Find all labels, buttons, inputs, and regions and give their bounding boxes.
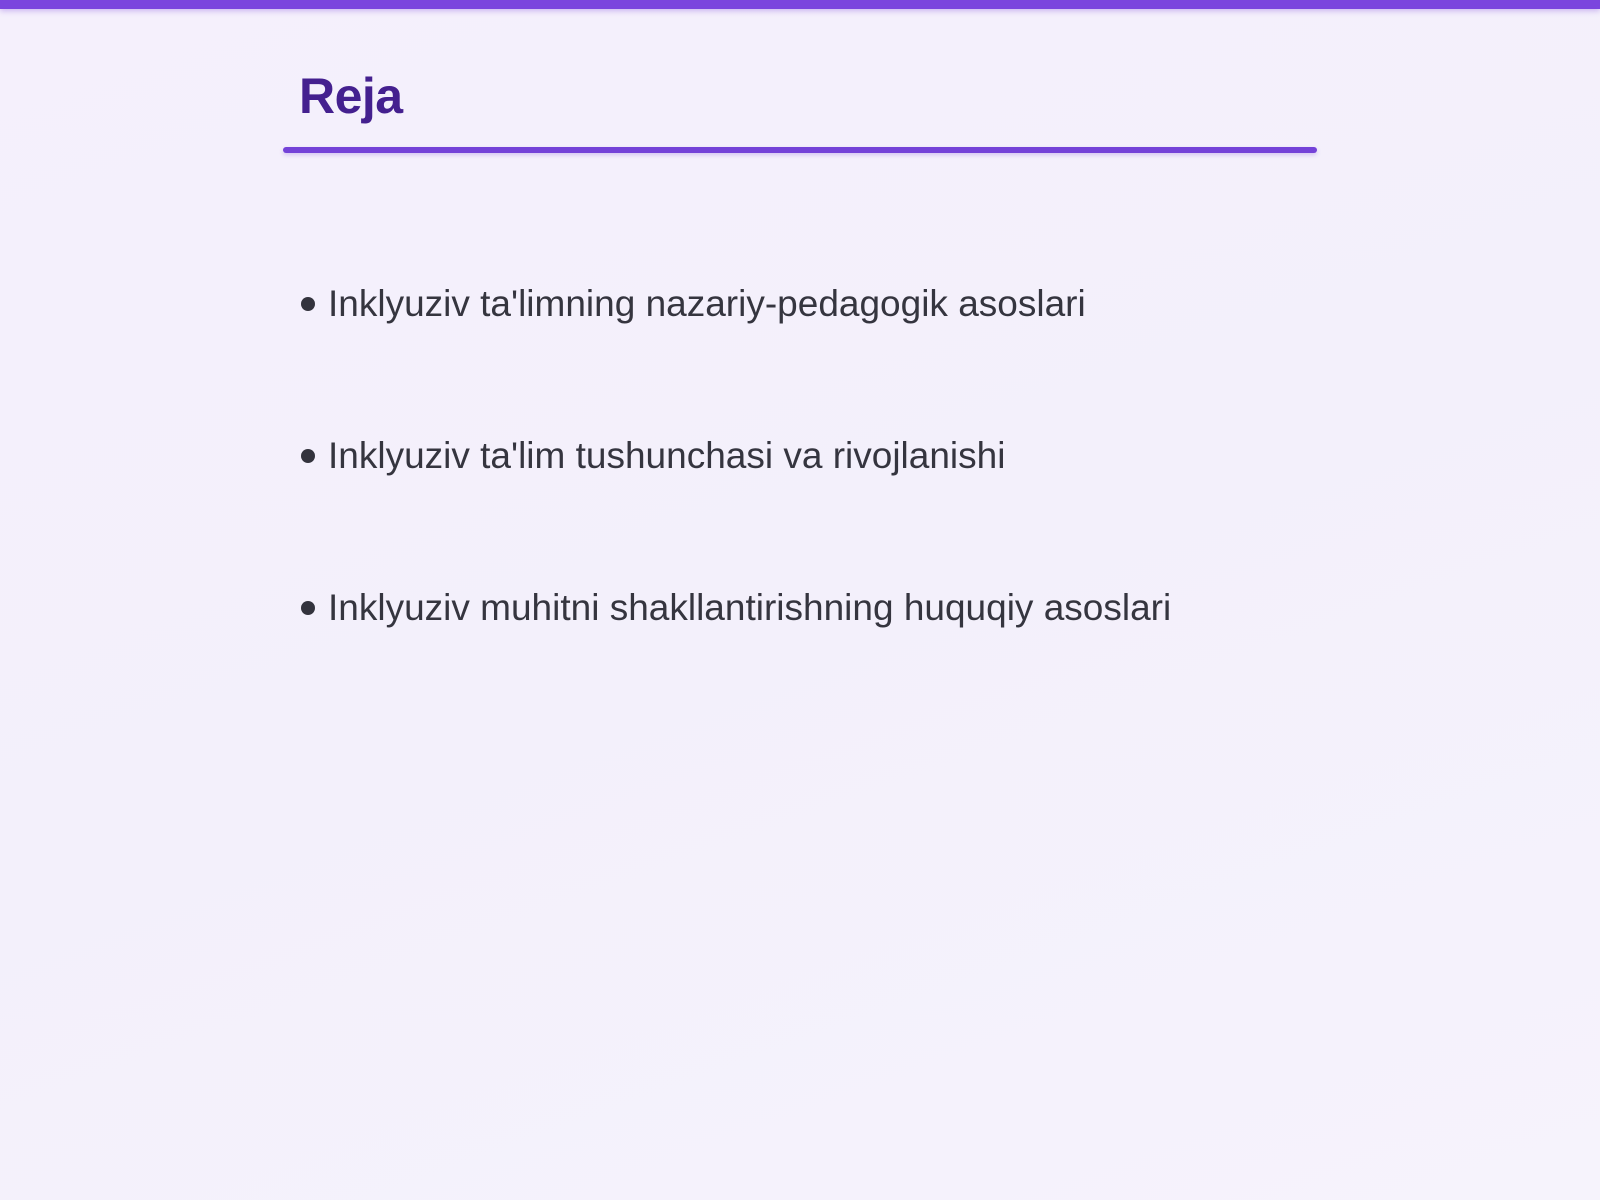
- bullet-item: [301, 282, 1171, 326]
- bullet-item: [301, 586, 1171, 630]
- bullet-dot-icon: [301, 297, 315, 311]
- slide-title: Reja: [299, 68, 403, 124]
- slide: [283, 0, 1317, 1200]
- bullet-list: [301, 282, 1171, 738]
- bullet-item: [301, 434, 1171, 478]
- bullet-text: Inklyuziv muhitni shakllantirishning huquqiy asoslari: [328, 587, 1172, 628]
- bullet-dot-icon: [301, 449, 315, 463]
- bullet-text: Inklyuziv ta'lim tushunchasi va rivojlanishi: [328, 435, 1006, 476]
- title-underline: [283, 147, 1317, 153]
- bullet-dot-icon: [301, 601, 315, 615]
- bullet-text: Inklyuziv ta'limning nazariy-pedagogik asoslari: [328, 283, 1086, 324]
